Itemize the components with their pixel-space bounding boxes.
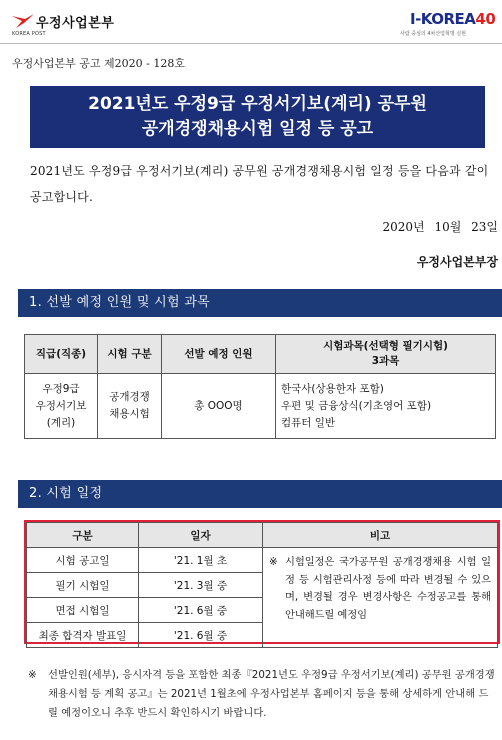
schedule-note: ※ 시험일정은 국가공무원 공개경쟁채용 시험 일정 등 시험관리사정 등에 따라 변경될 수 있으며, 변경될 경우 변경사항은 수정공고를 통해 안내해드릴 예정임 — [263, 548, 498, 648]
notice-date: 2020년 10월 23일 — [382, 220, 498, 234]
org-sub-label: KOREA POST — [12, 31, 46, 37]
schedule-item: 필기 시험일 — [27, 573, 139, 598]
cell-subjects: 한국사(상용한자 포함) 우편 및 금융상식(기초영어 포함) 컴퓨터 일반 — [276, 374, 496, 439]
notice-number: 우정사업본부 공고 제2020 - 128호 — [12, 57, 185, 70]
schedule-date: '21. 3월 중 — [139, 573, 263, 598]
title-line-2: 공개경쟁채용시험 일정 등 공고 — [141, 119, 374, 139]
intro-text: 2021년도 우정9급 우정서기보(계리) 공무원 공개경쟁채용시험 일정 등을 다음과 같이 공고합니다. — [30, 164, 489, 204]
cell-grade: 우정9급 우정서기보 (계리) — [25, 374, 98, 439]
schedule-date: '21. 6월 중 — [139, 623, 263, 648]
schedule-item: 시험 공고일 — [27, 548, 139, 573]
cell-headcount: 총 OOO명 — [162, 374, 276, 439]
schedule-item: 최종 합격자 발표일 — [27, 623, 139, 648]
footnote — [28, 666, 496, 723]
notice-title — [30, 86, 485, 148]
section1-heading: 1. 선발 예정 인원 및 시험 과목 — [18, 289, 502, 317]
table-row — [27, 548, 498, 573]
ikorea-tagline: 사람 중심의 4차산업혁명 실현 — [400, 31, 466, 37]
header-divider — [0, 43, 502, 44]
col-header-date: 일자 — [139, 523, 263, 548]
col-header-subjects: 시험과목(선택형 필기시험) 3과목 — [276, 335, 496, 374]
footnote-mark: ※ — [28, 669, 37, 681]
footnote-text: 선발인원(세부), 응시자격 등을 포함한 최종『2021년도 우정9급 우정서기보(계리) 공무원 공개경쟁채용시험 등 계획 공고』는 2021년 1월초에 우정사업본부 홈페이지 등을 통해 상세하게 안내해 드릴 예정이오니 추후 반드시 확인하시기 바랍니다. — [48, 669, 495, 719]
title-line-1: 2021년도 우정9급 우정서기보(계리) 공무원 — [88, 94, 427, 114]
col-header-grade: 직급(직종) — [25, 335, 98, 374]
ikorea-logo: I-KOREA40 — [410, 10, 496, 28]
recruitment-table — [24, 334, 496, 439]
col-header-remarks: 비고 — [263, 523, 498, 548]
schedule-date: '21. 6월 중 — [139, 598, 263, 623]
org-name: 우정사업본부 — [36, 16, 115, 31]
table-header-row — [27, 523, 498, 548]
korea-post-swallow-icon — [12, 12, 34, 30]
schedule-item: 면접 시험일 — [27, 598, 139, 623]
section2-heading: 2. 시험 일정 — [18, 480, 502, 508]
signer: 우정사업본부장 — [416, 255, 498, 269]
schedule-table — [26, 522, 498, 648]
col-header-headcount: 선발 예정 인원 — [162, 335, 276, 374]
schedule-date: '21. 1월 초 — [139, 548, 263, 573]
table-header-row — [25, 335, 496, 374]
table-row — [25, 374, 496, 439]
col-header-item: 구분 — [27, 523, 139, 548]
col-header-exam-type: 시험 구분 — [98, 335, 162, 374]
cell-exam-type: 공개경쟁 채용시험 — [98, 374, 162, 439]
